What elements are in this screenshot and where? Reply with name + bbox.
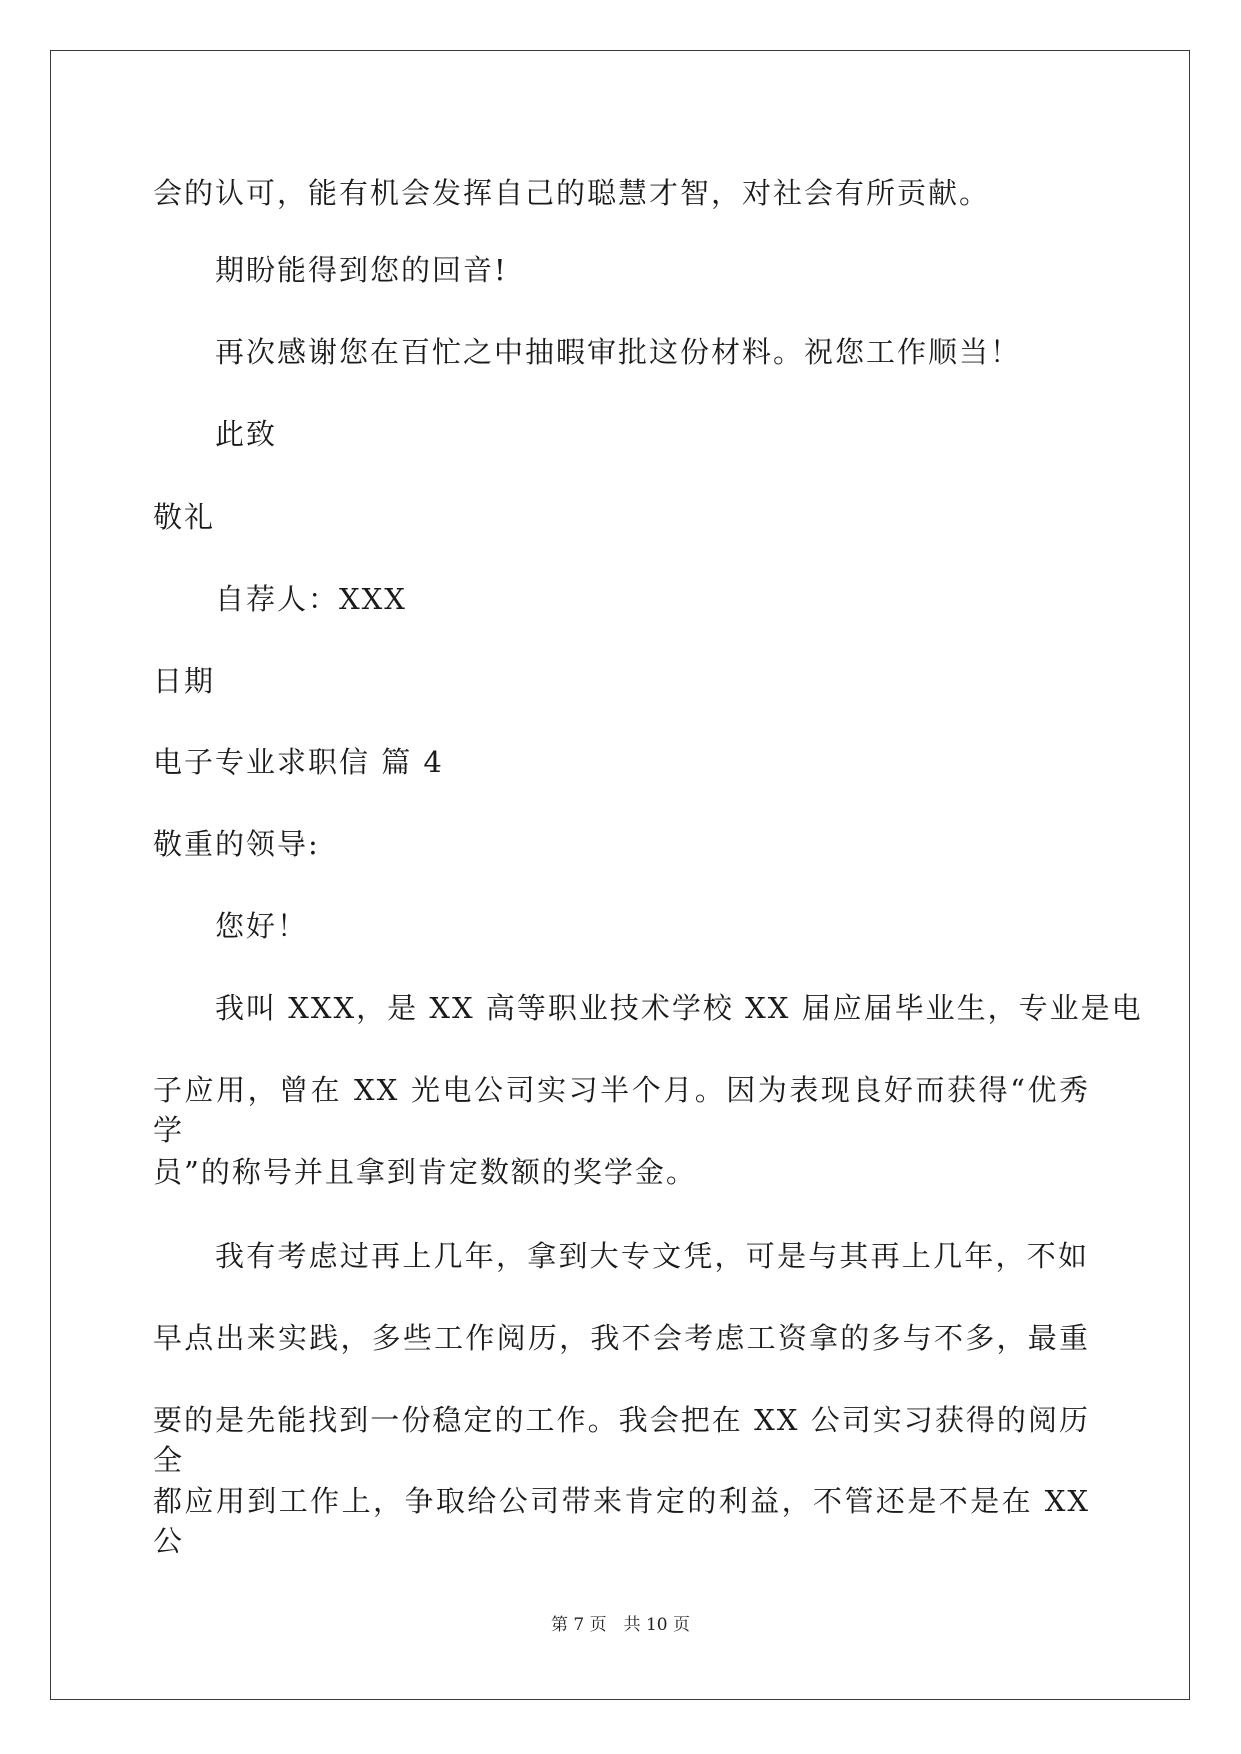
text-line: 我叫 XXX，是 XX 高等职业技术学校 XX 届应届毕业生，专业是电 xyxy=(215,991,1143,1025)
salutation: 敬重的领导: xyxy=(153,827,320,861)
text-line: 自荐人：XXX xyxy=(215,582,407,616)
section-heading: 电子专业求职信 篇 4 xyxy=(153,745,444,779)
text-line: 都应用到工作上，争取给公司带来肯定的利益，不管还是不是在 XX 公 xyxy=(153,1484,1090,1558)
text-line: 会的认可，能有机会发挥自己的聪慧才智，对社会有所贡献。 xyxy=(153,176,991,210)
text-line: 早点出来实践，多些工作阅历，我不会考虑工资拿的多与不多，最重 xyxy=(153,1321,1090,1355)
text-line: 子应用，曾在 XX 光电公司实习半个月。因为表现良好而获得“优秀学 xyxy=(153,1073,1090,1147)
text-line: 此致 xyxy=(215,417,278,451)
text-line: 敬礼 xyxy=(153,500,216,534)
greeting: 您好！ xyxy=(215,909,309,943)
text-line: 期盼能得到您的回音! xyxy=(215,253,508,287)
text-line: 日期 xyxy=(153,664,216,698)
text-line: 员”的称号并且拿到肯定数额的奖学金。 xyxy=(153,1155,697,1189)
text-line: 我有考虑过再上几年，拿到大专文凭，可是与其再上几年，不如 xyxy=(215,1239,1089,1273)
page-number-footer: 第 7 页 共 10 页 xyxy=(550,1615,691,1635)
text-line: 要的是先能找到一份稳定的工作。我会把在 XX 公司实习获得的阅历全 xyxy=(153,1403,1090,1477)
text-line: 再次感谢您在百忙之中抽暇审批这份材料。祝您工作顺当！ xyxy=(215,335,1022,369)
